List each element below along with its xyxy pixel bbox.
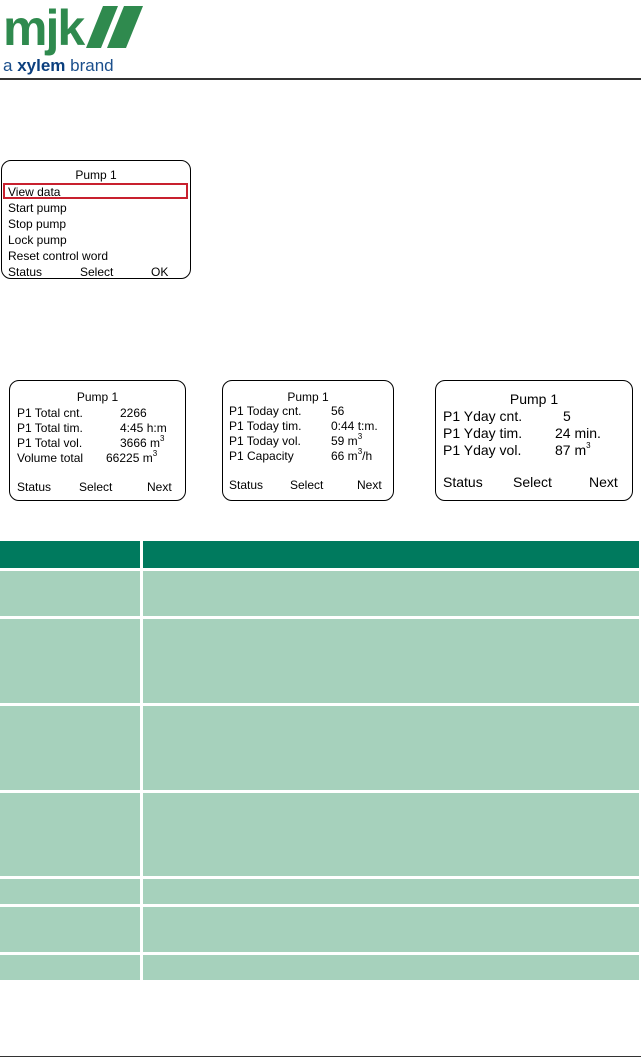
tagline-prefix: a xyxy=(3,56,13,75)
pump-today-display xyxy=(222,380,394,501)
softkey-next[interactable]: Next xyxy=(589,474,618,490)
today-cnt-value: 56 xyxy=(331,404,345,418)
softkey-status[interactable]: Status xyxy=(443,474,483,490)
tagline-xylem: xylem xyxy=(17,56,66,75)
table-cell xyxy=(143,571,639,616)
table-cell xyxy=(0,793,140,876)
total-cnt-value: 2266 xyxy=(120,406,147,420)
volume-total-label: Volume total xyxy=(17,451,84,465)
table-row xyxy=(0,907,639,952)
table-row xyxy=(0,879,639,904)
today-vol-label: P1 Today vol. xyxy=(229,434,301,448)
table-cell xyxy=(0,706,140,790)
softkey-status[interactable]: Status xyxy=(17,480,52,494)
today-tim-value: 0:44 t:m. xyxy=(331,419,378,433)
yday-cnt-label: P1 Yday cnt. xyxy=(443,408,523,424)
softkey-status[interactable]: Status xyxy=(229,478,264,492)
table-cell xyxy=(143,955,639,980)
pump-total-display xyxy=(9,380,186,501)
total-vol-label: P1 Total vol. xyxy=(17,436,83,450)
capacity-label: P1 Capacity xyxy=(229,449,294,463)
table-cell xyxy=(143,706,639,790)
table-row xyxy=(0,793,639,876)
softkey-select[interactable]: Select xyxy=(80,265,114,279)
menu-item-lock-pump[interactable]: Lock pump xyxy=(8,233,67,247)
softkey-next[interactable]: Next xyxy=(357,478,382,492)
table-row xyxy=(0,955,639,980)
display-title: Pump 1 xyxy=(509,391,559,407)
total-cnt-label: P1 Total cnt. xyxy=(17,406,83,420)
table-header-cell xyxy=(0,541,140,568)
menu-item-view-data[interactable]: View data xyxy=(8,185,61,199)
total-vol-value: 3666 $m^3$ xyxy=(120,434,165,450)
table-row xyxy=(0,706,639,790)
display-title: Pump 1 xyxy=(76,390,119,404)
menu-item-reset-control-word[interactable]: Reset control word xyxy=(8,249,109,263)
display-title: Pump 1 xyxy=(287,390,329,404)
table-cell xyxy=(143,619,639,703)
table-cell xyxy=(143,793,639,876)
mjk-logo-mark xyxy=(3,2,153,56)
yday-cnt-value: 5 xyxy=(563,408,571,424)
footer-rule xyxy=(0,1056,641,1057)
softkey-ok[interactable]: OK xyxy=(151,265,169,279)
table-cell xyxy=(0,571,140,616)
brand-tagline xyxy=(3,56,114,76)
menu-item-start-pump[interactable]: Start pump xyxy=(8,201,67,215)
yday-vol-value: 87 $m^3$ xyxy=(555,441,591,458)
table-cell xyxy=(0,619,140,703)
softkey-select[interactable]: Select xyxy=(79,480,113,494)
volume-total-value: 66225 $m^3$ xyxy=(106,449,158,465)
softkey-status[interactable]: Status xyxy=(8,265,43,279)
capacity-value: 66 $m^3/h$ xyxy=(331,447,373,463)
tagline-suffix: brand xyxy=(70,56,114,75)
softkey-select[interactable]: Select xyxy=(290,478,324,492)
table-cell xyxy=(0,879,140,904)
yday-tim-value: 24 min. xyxy=(555,425,601,441)
table-cell xyxy=(143,879,639,904)
pump-menu-display xyxy=(1,160,191,279)
yday-tim-label: P1 Yday tim. xyxy=(443,425,523,441)
table-row xyxy=(0,571,639,616)
menu-item-stop-pump[interactable]: Stop pump xyxy=(8,217,67,231)
today-tim-label: P1 Today tim. xyxy=(229,419,302,433)
table-cell xyxy=(0,907,140,952)
today-cnt-label: P1 Today cnt. xyxy=(229,404,302,418)
today-vol-value: 59 $m^3$ xyxy=(331,432,363,448)
table-header-row xyxy=(0,541,639,568)
table-header-cell xyxy=(143,541,639,568)
display-title: Pump 1 xyxy=(75,168,117,182)
yday-vol-label: P1 Yday vol. xyxy=(443,442,522,458)
header-rule xyxy=(0,78,641,80)
total-tim-value: 4:45 h:m xyxy=(120,421,167,435)
table-cell xyxy=(143,907,639,952)
table-cell xyxy=(0,955,140,980)
pump-yday-display xyxy=(435,380,633,501)
softkey-next[interactable]: Next xyxy=(147,480,172,494)
logo-wordmark: mjk xyxy=(3,2,84,56)
softkey-select[interactable]: Select xyxy=(513,474,552,490)
table-row xyxy=(0,619,639,703)
total-tim-label: P1 Total tim. xyxy=(17,421,83,435)
